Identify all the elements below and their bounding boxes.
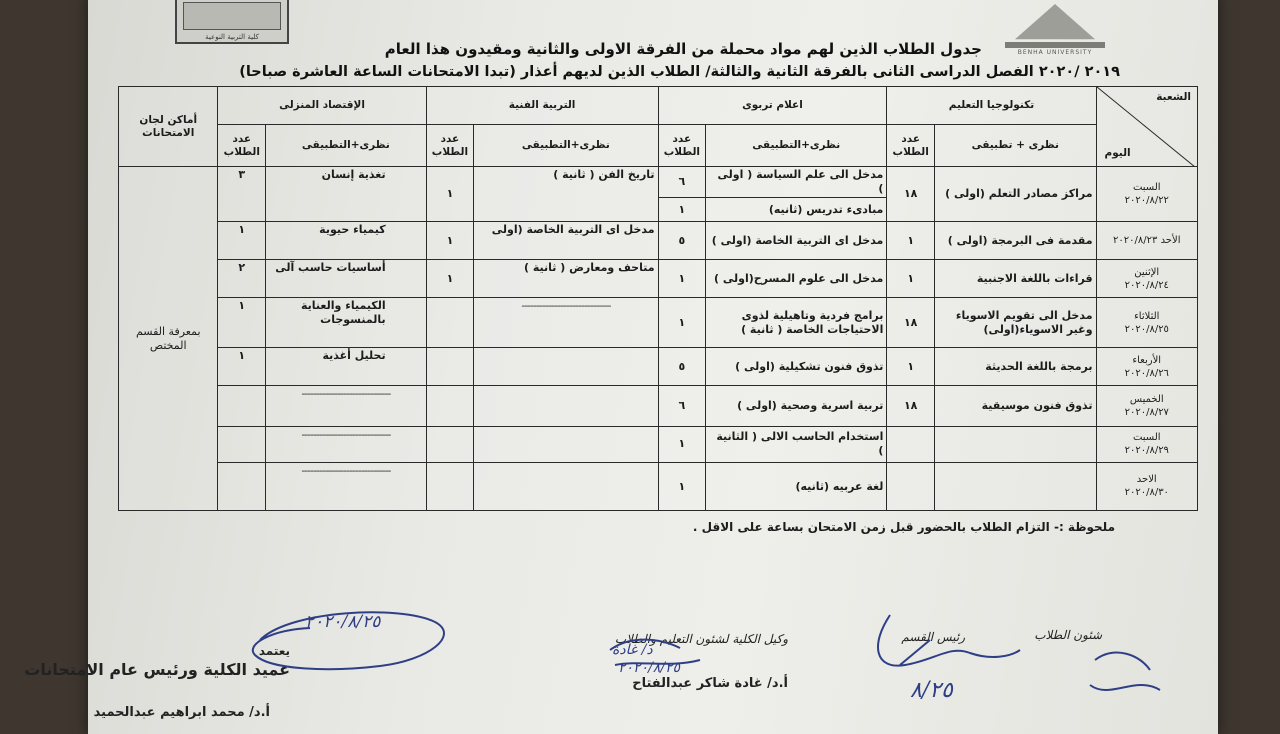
subheader-subject: نظرى+التطبيقى	[474, 125, 658, 167]
university-logo	[1005, 0, 1105, 58]
art-subject-cell	[474, 348, 658, 386]
media-count-cell: ٦	[658, 386, 706, 426]
table-row	[119, 348, 1198, 386]
media-count-cell: ٥	[658, 221, 706, 259]
tech-subject-cell	[935, 462, 1097, 510]
home-subject-cell: أساسيات حاسب آلى	[266, 260, 427, 298]
home-subject-cell: الكيمياء والعناية بالمنسوجات	[266, 298, 427, 348]
subheader-subject: نظرى + تطبيقى	[935, 125, 1097, 167]
vice-dean-date-handwritten: ٢٠٢٠/٨/٢٥	[618, 660, 681, 676]
header-group-media: اعلام تربوى	[658, 87, 887, 125]
tech-count-cell: ١٨	[887, 167, 935, 222]
dean-title: عميد الكلية ورئيس عام الامتحانات	[24, 660, 290, 679]
table-row	[119, 298, 1198, 348]
day-cell: الإثنين ٢٠٢٠/٨/٢٤	[1096, 260, 1197, 298]
media-subject-cell: مدخل اى التربية الخاصة (اولى )	[706, 221, 887, 259]
table-row	[119, 221, 1198, 259]
home-count-cell: ١	[218, 221, 266, 259]
exam-schedule-table	[118, 86, 1198, 511]
dept-head-date-handwritten: ٨/٢٥	[910, 678, 953, 703]
art-subject-cell: ------------------------------	[474, 298, 658, 348]
tech-subject-cell: مدخل الى تقويم الاسوياء وغير الاسوياء(اولى)	[935, 298, 1097, 348]
dean-date-handwritten: ٢٠٢٠/٨/٢٥	[305, 612, 381, 632]
home-subject-cell: ------------------------------	[266, 426, 427, 462]
tech-count-cell: ١٨	[887, 386, 935, 426]
faculty-logo	[175, 0, 289, 44]
art-count-cell: ١	[426, 221, 474, 259]
art-subject-cell	[474, 386, 658, 426]
media-count-cell: ١	[658, 298, 706, 348]
subheader-count: عدد الطلاب	[218, 125, 266, 167]
media-subject-cell: مبادىء تدريس (ثانيه)	[706, 197, 887, 221]
students-affairs-signature-scribble-icon	[1080, 640, 1170, 710]
home-count-cell: ١	[218, 298, 266, 348]
faculty-logo-caption: كلية التربية النوعية	[205, 33, 259, 41]
university-logo-caption: BENHA UNIVERSITY	[1017, 49, 1093, 56]
home-count-cell	[218, 386, 266, 426]
subheader-subject: نظرى+التطبيقى	[266, 125, 427, 167]
subheader-count: عدد الطلاب	[887, 125, 935, 167]
day-cell: الثلاثاء ٢٠٢٠/٨/٢٥	[1096, 298, 1197, 348]
media-subject-cell: لغة عربيه (ثانيه)	[706, 462, 887, 510]
document-subtitle: ٢٠١٩ /٢٠٢٠ الفصل الدراسى الثانى بالفرقة الثانية والثالثة/ الطلاب الذين لديهم أعذار (تبدا الامتحانات الساعة العاشرة صباحا)	[239, 64, 1120, 80]
header-group-home: الإقتصاد المنزلى	[218, 87, 426, 125]
media-count-cell: ٦	[658, 167, 706, 198]
home-subject-cell: ------------------------------	[266, 462, 427, 510]
media-subject-cell: تذوق فنون تشكيلية (اولى )	[706, 348, 887, 386]
day-cell: السبت ٢٠٢٠/٨/٢٩	[1096, 426, 1197, 462]
media-subject-cell: استخدام الحاسب الالى ( الثانية )	[706, 426, 887, 462]
day-cell: السبت ٢٠٢٠/٨/٢٢	[1096, 167, 1197, 222]
media-count-cell: ١	[658, 426, 706, 462]
header-group-art: التربية الفنية	[426, 87, 658, 125]
home-count-cell	[218, 426, 266, 462]
art-subject-cell	[474, 462, 658, 510]
vice-dean-abbrev-handwritten: د/ غادة	[612, 642, 653, 658]
day-cell: الخميس ٢٠٢٠/٨/٢٧	[1096, 386, 1197, 426]
media-subject-cell: تربية اسرية وصحية (اولى )	[706, 386, 887, 426]
approved-label: يعتمد	[258, 644, 290, 658]
footnote: ملحوظة :- التزام الطلاب بالحضور قبل زمن الامتحان بساعة على الاقل .	[692, 520, 1115, 534]
day-cell: الأربعاء ٢٠٢٠/٨/٢٦	[1096, 348, 1197, 386]
document-title: جدول الطلاب الذين لهم مواد محملة من الفرقة الاولى والثانية ومقيدون هذا العام	[384, 40, 982, 58]
home-count-cell: ١	[218, 348, 266, 386]
home-count-cell: ٢	[218, 260, 266, 298]
day-cell: الأحد ٢٠٢٠/٨/٢٣	[1096, 221, 1197, 259]
header-section-label: الشعبة	[1156, 91, 1191, 103]
students-affairs-label: شئون الطلاب	[1034, 628, 1102, 642]
dean-name: أ.د/ محمد ابراهيم عبدالحميد	[93, 705, 270, 720]
vice-dean-label: وكيل الكلية لشئون التعليم والطلاب	[614, 632, 788, 646]
header-group-tech: تكنولوجيا التعليم	[887, 87, 1096, 125]
tech-count-cell: ١٨	[887, 298, 935, 348]
tech-subject-cell: برمجة باللغة الحديثة	[935, 348, 1097, 386]
media-subject-cell: مدخل الى علم السياسة ( اولى )	[706, 167, 887, 198]
home-subject-cell: ------------------------------	[266, 386, 427, 426]
tech-subject-cell: مقدمة فى البرمجة (اولى )	[935, 221, 1097, 259]
table-row	[119, 462, 1198, 510]
media-subject-cell: برامج فردية وتاهيلية لذوى الاحتياجات الخاصة ( ثانية )	[706, 298, 887, 348]
header-day-label: اليوم	[1104, 147, 1131, 160]
table-row	[119, 426, 1198, 462]
art-count-cell: ١	[426, 260, 474, 298]
home-count-cell: ٣	[218, 167, 266, 222]
media-count-cell: ٥	[658, 348, 706, 386]
media-count-cell: ١	[658, 260, 706, 298]
tech-subject-cell	[935, 426, 1097, 462]
exam-places-cell: بمعرفة القسم المختص	[119, 167, 218, 511]
tech-count-cell: ١	[887, 348, 935, 386]
tech-count-cell	[887, 426, 935, 462]
tech-subject-cell: قراءات باللغة الاجنبية	[935, 260, 1097, 298]
art-subject-cell: تاريخ الفن ( ثانية )	[474, 167, 658, 222]
tech-count-cell	[887, 462, 935, 510]
art-count-cell	[426, 298, 474, 348]
home-subject-cell: تحليل أغذية	[266, 348, 427, 386]
vice-dean-name: أ.د/ غادة شاكر عبدالفتاح	[632, 676, 788, 691]
table-row	[119, 386, 1198, 426]
subheader-count: عدد الطلاب	[658, 125, 706, 167]
tech-count-cell: ١	[887, 260, 935, 298]
home-subject-cell: كيمياء حيوية	[266, 221, 427, 259]
art-count-cell	[426, 426, 474, 462]
media-count-cell: ١	[658, 462, 706, 510]
art-count-cell	[426, 462, 474, 510]
subheader-count: عدد الطلاب	[426, 125, 474, 167]
header-day-section	[1096, 87, 1197, 167]
media-subject-cell: مدخل الى علوم المسرح(اولى )	[706, 260, 887, 298]
media-count-cell: ١	[658, 197, 706, 221]
table-row	[119, 167, 1198, 198]
home-subject-cell: تغذية إنسان	[266, 167, 427, 222]
art-subject-cell	[474, 426, 658, 462]
art-subject-cell: متاحف ومعارض ( ثانية )	[474, 260, 658, 298]
home-count-cell	[218, 462, 266, 510]
subheader-subject: نظرى+التطبيقى	[706, 125, 887, 167]
header-exam-places: أماكن لجان الامتحانات	[119, 87, 218, 167]
day-cell: الاحد ٢٠٢٠/٨/٣٠	[1096, 462, 1197, 510]
art-count-cell: ١	[426, 167, 474, 222]
tech-count-cell: ١	[887, 221, 935, 259]
art-subject-cell: مدخل اى التربية الخاصة (اولى	[474, 221, 658, 259]
tech-subject-cell: مراكز مصادر التعلم (اولى )	[935, 167, 1097, 222]
table-row	[119, 260, 1198, 298]
tech-subject-cell: تذوق فنون موسيقية	[935, 386, 1097, 426]
dept-head-label: رئيس القسم	[901, 630, 965, 644]
art-count-cell	[426, 386, 474, 426]
art-count-cell	[426, 348, 474, 386]
